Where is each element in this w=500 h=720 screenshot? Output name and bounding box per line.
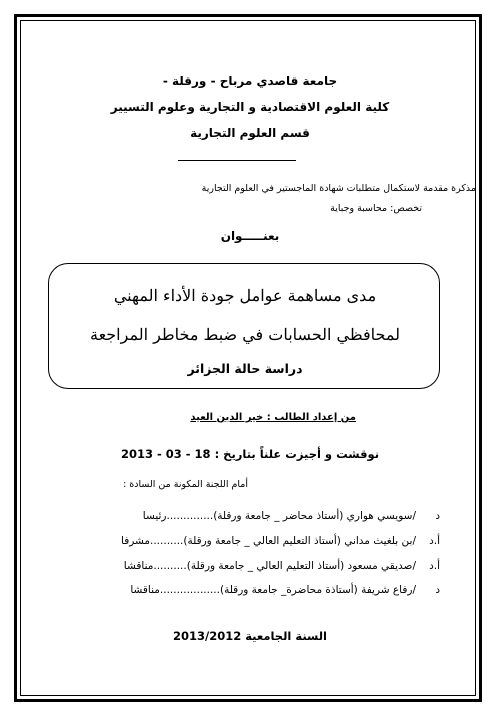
member-title: د	[435, 584, 440, 596]
committee-member	[60, 560, 440, 576]
case-study-label: دراسة حالة الجزائر	[187, 361, 303, 376]
committee-member	[60, 584, 440, 600]
title-box	[48, 263, 440, 389]
committee-heading: أمام اللجنة المكونة من السادة :	[123, 479, 248, 490]
member-title: أ.د	[429, 560, 440, 572]
thesis-title-line-1: مدى مساهمة عوامل جودة الأداء المهني	[113, 286, 377, 305]
member-details: /بن بلغيث مداني (أستاذ التعليم العالي _ جامعة ورقلة)..........مشرفا	[121, 535, 416, 547]
member-details: /سويسي هواري (أستاذ محاضر _ جامعة ورقلة)..............رئيسا	[142, 510, 416, 522]
committee-member	[60, 535, 440, 551]
faculty-name: كلية العلوم الاقتصادية و التجارية وعلوم التسيير	[110, 100, 390, 114]
university-name: جامعة قاصدي مرباح - ورقلة -	[162, 74, 338, 88]
member-title: أ.د	[429, 535, 440, 547]
defense-date: نوقشت و أجيزت علناً بتاريخ : 18 - 03 - 2013	[120, 447, 380, 461]
specialty-label: تخصص: محاسبة وجباية	[330, 203, 422, 214]
member-title: د	[435, 510, 440, 522]
thesis-title-line-2: لمحافظي الحسابات في ضبط مخاطر المراجعة	[89, 325, 400, 344]
member-details: /رفاع شريفة (أستاذة محاضرة_ جامعة ورقلة)..................مناقشا	[130, 584, 416, 596]
student-line: من إعداد الطالب : خير الدين العيد	[190, 412, 356, 423]
title-intro-label: بعنـــــوان	[220, 229, 280, 243]
department-name: قسم العلوم التجارية	[190, 126, 310, 140]
member-details: /صديقي مسعود (أستاذ التعليم العالي _ جامعة ورقلة)..........مناقشا	[123, 560, 416, 572]
header-separator	[178, 160, 296, 161]
memo-statement: مذكرة مقدمة لاستكمال متطلبات شهادة الماجستير في العلوم التجارية	[201, 183, 476, 194]
academic-year: السنة الجامعية 2013/2012	[172, 629, 327, 643]
committee-member	[60, 510, 440, 526]
